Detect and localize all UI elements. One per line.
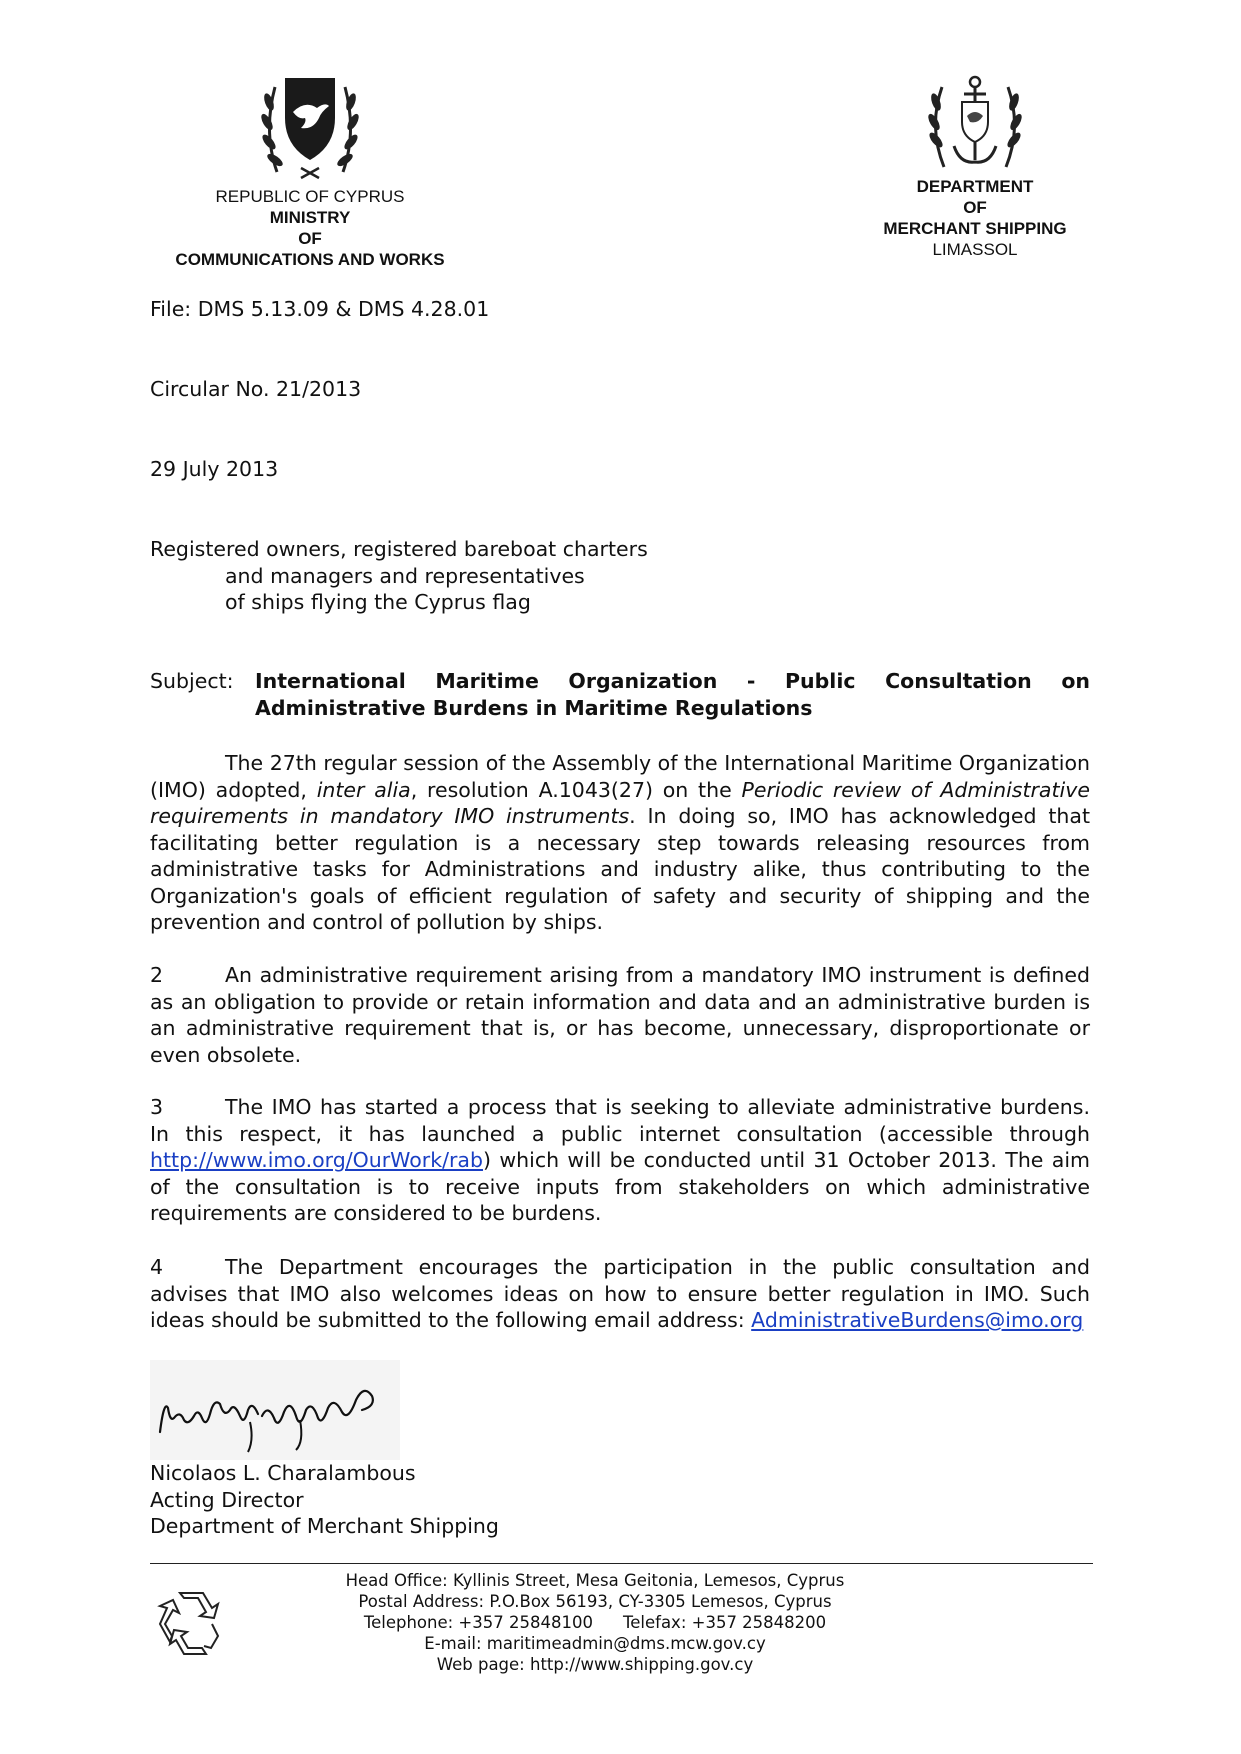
signatory-block [150, 1460, 499, 1540]
paragraph-4-number: 4 [150, 1255, 164, 1279]
footer-telephone: Telephone: +357 25848100 [363, 1613, 593, 1632]
merchant-shipping-emblem-icon [920, 72, 1030, 172]
paragraph-3 [150, 1094, 1090, 1227]
paragraph-1-inter-alia: inter alia [316, 777, 411, 802]
paragraph-3-number: 3 [150, 1095, 164, 1119]
footer-phone-fax [300, 1612, 890, 1633]
signatory-department: Department of Merchant Shipping [150, 1514, 499, 1538]
subject-text: International Maritime Organization - Public Consultation on Administrative Burdens in Maritime Regulations [255, 669, 1090, 720]
recipients-line-1: Registered owners, registered bareboat charters [150, 537, 648, 561]
circular-number: Circular No. 21/2013 [150, 377, 362, 401]
paragraph-2 [150, 962, 1090, 1068]
footer-divider [150, 1563, 1093, 1564]
file-reference: File: DMS 5.13.09 & DMS 4.28.01 [150, 297, 490, 321]
paragraph-1-part-e: . In doing so, IMO has acknowledged that facilitating better regulation is a necessary step towards releasing resources from administrative tasks for Administrations and industry alike, thus contributing to the Organization's goals of efficient regulation of safety and security of shipping and the prevention and control of pollution by ships. [150, 804, 1090, 934]
paragraph-1 [150, 750, 1090, 936]
paragraph-2-text: An administrative requirement arising from a mandatory IMO instrument is defined as an obligation to provide or retain information and data and an administrative burden is an administrative requirement that is, or has become, unnecessary, disproportionate or even obsolete. [150, 963, 1090, 1067]
footer-contact [300, 1570, 890, 1675]
recycle-icon [156, 1588, 226, 1658]
circular-date: 29 July 2013 [150, 457, 279, 481]
cyprus-coat-of-arms-icon [255, 72, 365, 182]
ministry-header [150, 72, 470, 270]
recipients [150, 536, 648, 616]
ministry-line-1: REPUBLIC OF CYPRUS [215, 187, 405, 206]
ministry-line-2: MINISTRY [269, 208, 351, 227]
paragraph-1-part-a: The 27th regular session of the Assembly of the International Maritime Organization (IMO) adopted, [150, 751, 1090, 802]
footer-web-page: Web page: http://www.shipping.gov.cy [436, 1655, 754, 1674]
imo-consultation-link[interactable]: http://www.imo.org/OurWork/rab [150, 1148, 484, 1172]
department-line-2: OF [963, 198, 987, 217]
paragraph-4 [150, 1254, 1090, 1334]
signatory-name: Nicolaos L. Charalambous [150, 1461, 416, 1485]
footer-postal-address: Postal Address: P.O.Box 56193, CY-3305 Lemesos, Cyprus [358, 1592, 832, 1611]
footer-telefax: Telefax: +357 25848200 [622, 1613, 827, 1632]
department-line-1: DEPARTMENT [916, 177, 1034, 196]
paragraph-3-part-a: The IMO has started a process that is seeking to alleviate administrative burdens. In this respect, it has launched a public internet consultation (accessible through [150, 1095, 1090, 1146]
administrative-burdens-email-link[interactable]: AdministrativeBurdens@imo.org [751, 1308, 1084, 1332]
handwritten-signature [150, 1360, 400, 1460]
subject-label: Subject: [150, 669, 234, 693]
signatory-title: Acting Director [150, 1487, 304, 1512]
recipients-line-2: and managers and representatives [225, 563, 585, 588]
footer-head-office: Head Office: Kyllinis Street, Mesa Geitonia, Lemesos, Cyprus [345, 1571, 845, 1590]
paragraph-4-text: The Department encourages the participation in the public consultation and advises that IMO also welcomes ideas on how to ensure better regulation in IMO. Such ideas should be submitted to the following email address: [150, 1255, 1090, 1332]
paragraph-2-number: 2 [150, 963, 164, 987]
department-header [860, 72, 1090, 260]
department-line-4: LIMASSOL [932, 240, 1018, 259]
ministry-line-3: OF [298, 229, 322, 248]
paragraph-1-part-c: , resolution A.1043(27) on the [410, 777, 742, 802]
ministry-line-4: COMMUNICATIONS AND WORKS [175, 250, 445, 269]
recipients-line-3: of ships flying the Cyprus flag [225, 590, 531, 614]
paragraph-1-resolution-title: Periodic review of Administrative requirements in mandatory IMO instruments [150, 777, 1090, 828]
footer-email: E-mail: maritimeadmin@dms.mcw.gov.cy [424, 1634, 766, 1653]
department-line-3: MERCHANT SHIPPING [883, 219, 1067, 238]
paragraph-3-part-b: ) which will be conducted until 31 October 2013. The aim of the consultation is to receive inputs from stakeholders on which administrative requirements are considered to be burdens. [150, 1148, 1090, 1225]
